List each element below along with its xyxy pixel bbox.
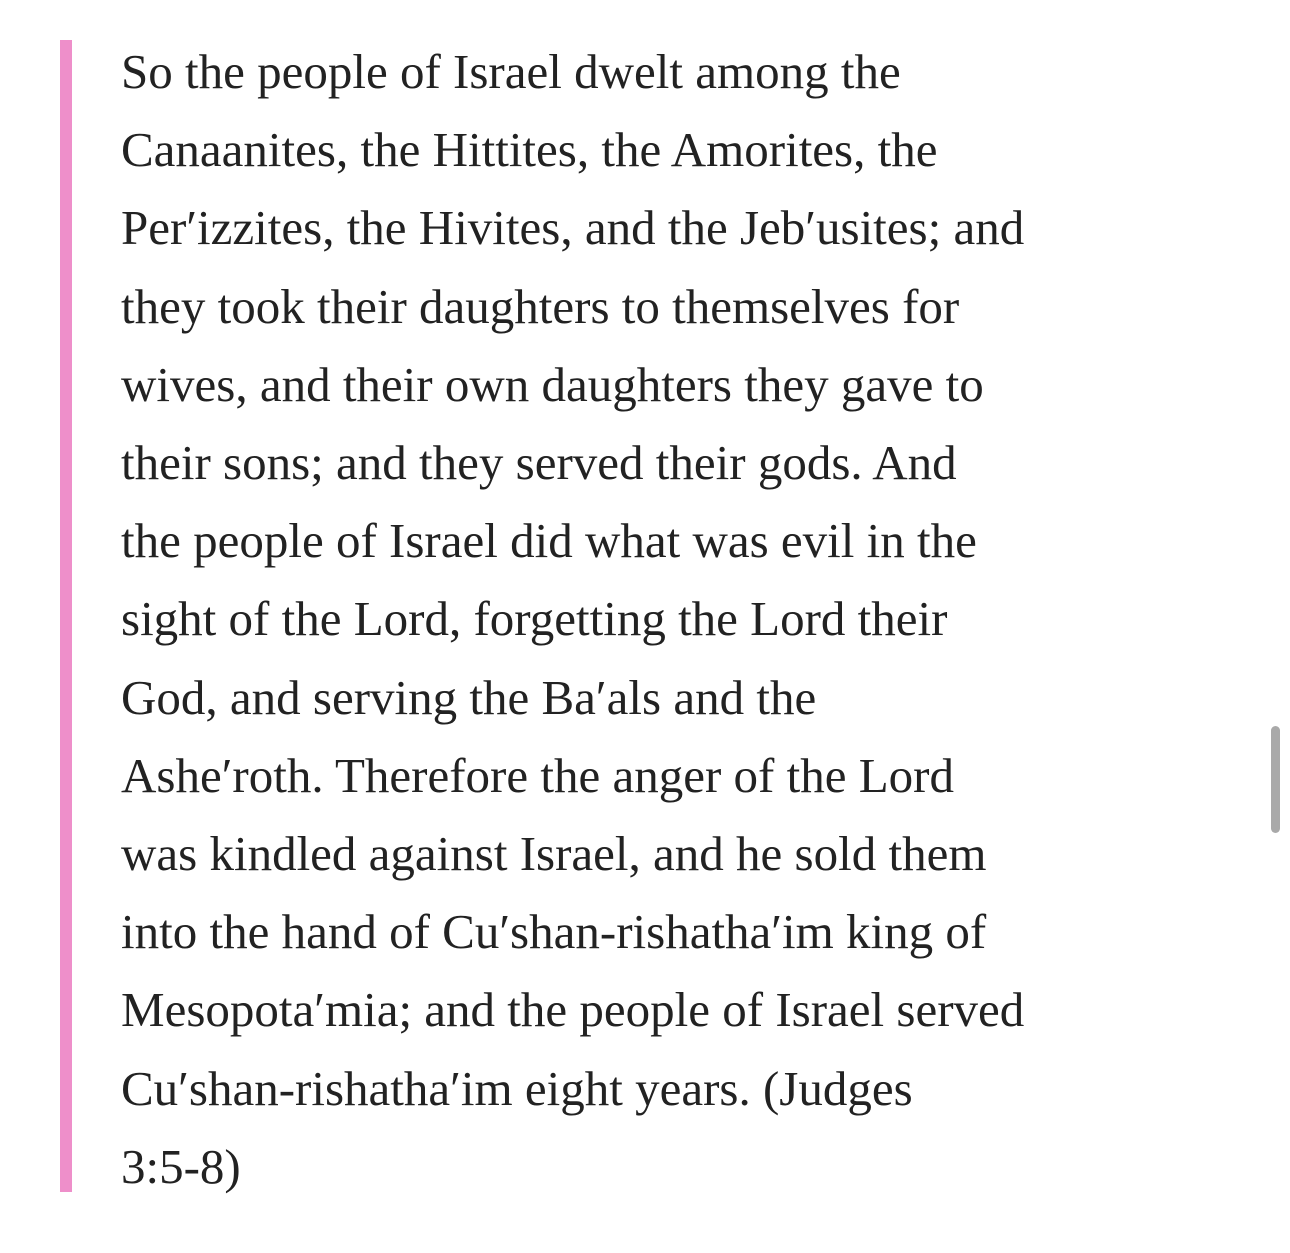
quote-line: the people of Israel did what was evil in the xyxy=(121,513,977,569)
quote-line: they took their daughters to themselves for xyxy=(121,278,960,334)
quote-line: Per′izzites, the Hivites, and the Jeb′usites; and xyxy=(121,200,1025,256)
quote-line-citation: 3:5-8) xyxy=(121,1138,241,1194)
quote-line: Ashe′roth. Therefore the anger of the Lord xyxy=(121,747,954,803)
quote-line: God, and serving the Ba′als and the xyxy=(121,669,817,725)
quote-line: wives, and their own daughters they gave to xyxy=(121,356,984,412)
vertical-scrollbar-thumb[interactable] xyxy=(1271,726,1280,833)
quote-line: was kindled against Israel, and he sold them xyxy=(121,826,987,882)
quote-line: Cu′shan-rishatha′im eight years. (Judges xyxy=(121,1060,913,1116)
quote-line: sight of the Lord, forgetting the Lord their xyxy=(121,591,948,647)
blockquote-accent-bar xyxy=(60,40,72,1192)
quote-line: So the people of Israel dwelt among the xyxy=(121,44,901,99)
quote-line: Mesopota′mia; and the people of Israel served xyxy=(121,982,1025,1038)
quote-line: Canaanites, the Hittites, the Amorites, the xyxy=(121,122,938,178)
blockquote xyxy=(121,33,1231,1206)
quote-line: into the hand of Cu′shan-rishatha′im king of xyxy=(121,904,987,960)
quote-line: their sons; and they served their gods. And xyxy=(121,435,957,491)
